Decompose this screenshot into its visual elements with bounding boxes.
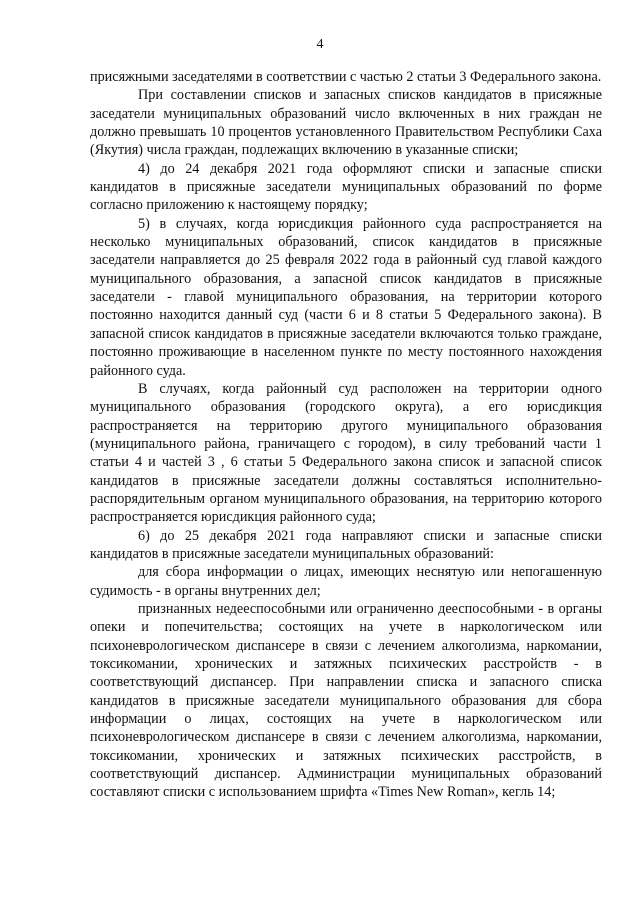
document-body: [90, 68, 602, 802]
page-number: 4: [316, 37, 324, 52]
paragraph-incapacitated: признанных недееспособными или ограниченно дееспособными - в органы опеки и попечительства; состоящих на учете в наркологическом или психоневрологическом диспансере в связи с лечением алкоголизма, наркомании, токсикомании, хронических и затяжных психических расстройств - в соответствующий диспансер. При направлении списка и запасного списка кандидатов в присяжные заседатели муниципального образования для сбора информации о лицах, состоящих на учете в наркологическом или психоневрологическом диспансере в связи с лечением алкоголизма, наркомании, токсикомании, хронических и затяжных психических расстройств, в соответствующий диспансер. Администрации муниципальных образований составляют списки с использованием шрифта «Times New Roman», кегль 14;: [90, 600, 602, 801]
paragraph-criminal-records: для сбора информации о лицах, имеющих неснятую или непогашенную судимость - в органы внутренних дел;: [90, 564, 602, 599]
paragraph-item-5: 5) в случаях, когда юрисдикция районного суда распространяется на несколько муниципальных образований, список кандидатов в присяжные заседатели направляется до 25 февраля 2022 года в районный суд главой каждого муниципального образования, а запасной список кандидатов в присяжные заседатели - главой муниципального образования, на территории которого постоянно находится данный суд (части 6 и 8 статьи 5 Федерального закона). В запасной список кандидатов в присяжные заседатели включаются только граждане, постоянно проживающие в населенном пункте по месту постоянного нахождения районного суда.: [90, 215, 602, 379]
paragraph-district-court: В случаях, когда районный суд расположен на территории одного муниципального образования (городского округа), а его юрисдикция распространяется на территорию другого муниципального образования (муниципального района, граничащего с городом), в силу требований части 1 статьи 4 и частей 3 , 6 статьи 5 Федерального закона список и запасной список кандидатов в присяжные заседатели должны составляться исполнительно-распорядительным органом муниципального образования, на территорию которого распространяется юрисдикция районного суда;: [90, 380, 602, 526]
paragraph-item-6: 6) до 25 декабря 2021 года направляют списки и запасные списки кандидатов в присяжные заседатели муниципальных образований:: [90, 527, 602, 562]
paragraph-item-4: 4) до 24 декабря 2021 года оформляют списки и запасные списки кандидатов в присяжные заседатели муниципальных образований по форме согласно приложению к настоящему порядку;: [90, 160, 602, 214]
paragraph-continuation: присяжными заседателями в соответствии с частью 2 статьи 3 Федерального закона.: [90, 69, 602, 85]
paragraph-list-limits: При составлении списков и запасных списков кандидатов в присяжные заседатели муниципальных образований число включенных в них граждан не должно превышать 10 процентов установленного Правительством Республики Саха (Якутия) числа граждан, подлежащих включению в указанные списки;: [90, 87, 602, 159]
